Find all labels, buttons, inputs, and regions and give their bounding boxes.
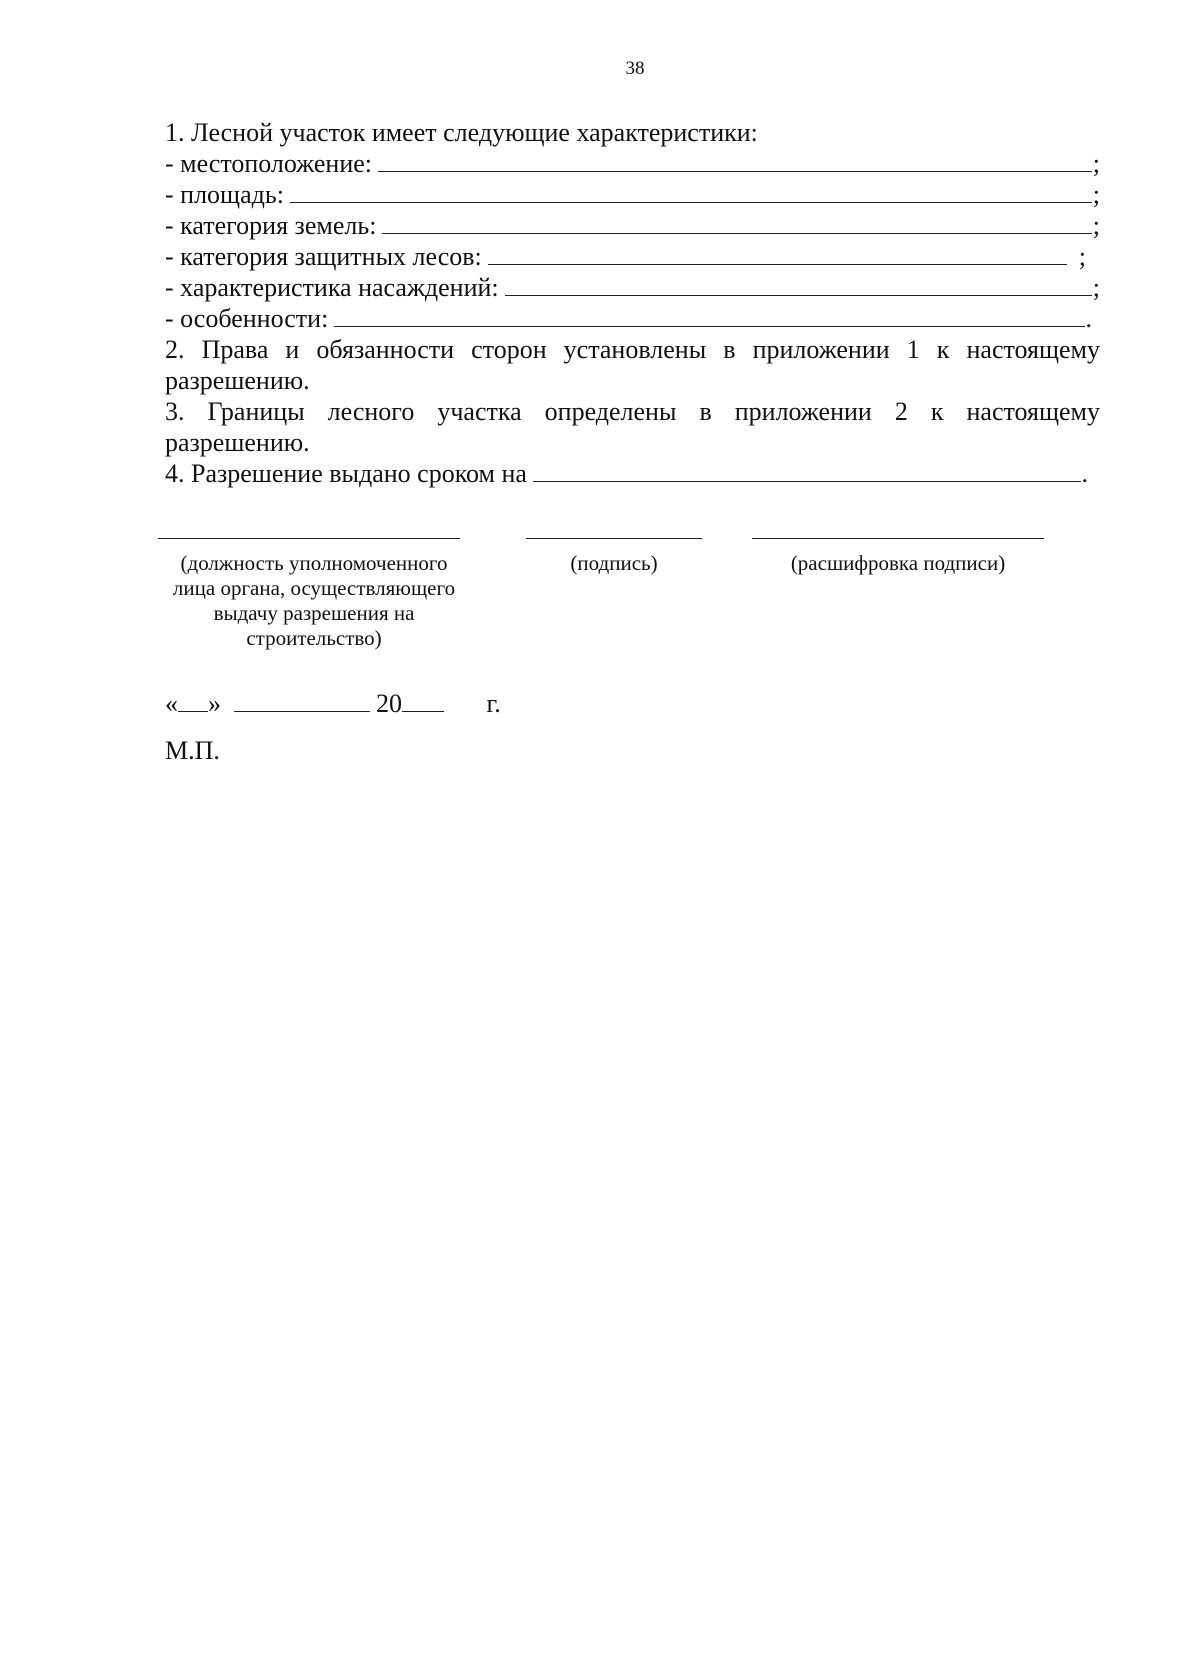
item-4-end: . <box>1081 459 1088 488</box>
field-protective-forest-category <box>165 241 1100 272</box>
field-land-category-label: - категория земель: <box>165 211 377 240</box>
field-features-blank[interactable] <box>334 304 1084 327</box>
field-protective-forest-category-label: - категория защитных лесов: <box>165 242 482 271</box>
section-1-heading: 1. Лесной участок имеет следующие характеристики: <box>165 118 758 147</box>
field-land-category-blank[interactable] <box>382 211 1091 234</box>
month-blank[interactable] <box>234 689 370 712</box>
field-stand-characteristics-blank[interactable] <box>505 273 1092 296</box>
field-protective-forest-category-end: ; <box>1078 242 1086 271</box>
seal-mark: М.П. <box>165 736 220 765</box>
signature-decoding-line[interactable] <box>752 537 1044 539</box>
field-stand-characteristics <box>165 272 1100 303</box>
field-features <box>165 303 1100 334</box>
field-land-category <box>165 210 1100 241</box>
item-4-blank[interactable] <box>533 459 1081 482</box>
signature-decoding-caption: (расшифровка подписи) <box>790 551 1006 575</box>
field-area <box>165 179 1100 210</box>
signature-caption: (подпись) <box>570 551 658 575</box>
position-caption: (должность уполномоченного лица органа, осуществляющего выдачу разрешения на строительство) <box>172 551 456 650</box>
field-features-end: . <box>1085 304 1092 333</box>
signature-line[interactable] <box>526 537 702 539</box>
field-location-label: - местоположение: <box>165 149 373 178</box>
day-blank[interactable] <box>178 689 208 712</box>
field-area-end: ; <box>1092 180 1100 209</box>
item-4-term <box>165 458 1100 489</box>
field-area-label: - площадь: <box>165 180 284 209</box>
item-4-label: 4. Разрешение выдано сроком на <box>165 459 527 488</box>
year-prefix: 20 <box>376 689 402 718</box>
field-protective-forest-category-blank[interactable] <box>488 242 1067 265</box>
field-stand-characteristics-end: ; <box>1092 273 1100 302</box>
year-suffix: г. <box>486 689 501 718</box>
date-open-quote: « <box>165 689 178 718</box>
date-line <box>165 688 501 719</box>
field-location <box>165 148 1100 179</box>
field-location-blank[interactable] <box>378 149 1092 172</box>
field-area-blank[interactable] <box>290 180 1092 203</box>
field-location-end: ; <box>1092 149 1100 178</box>
page-number: 38 <box>625 58 645 79</box>
field-features-label: - особенности: <box>165 304 329 333</box>
date-close-quote: » <box>208 689 221 718</box>
item-2-paragraph: 2. Права и обязанности сторон установлены в приложении 1 к настоящему разрешению. <box>165 335 1100 395</box>
position-line[interactable] <box>158 537 460 539</box>
year-blank[interactable] <box>402 689 444 712</box>
document-body <box>165 117 1100 489</box>
field-stand-characteristics-label: - характеристика насаждений: <box>165 273 499 302</box>
field-land-category-end: ; <box>1092 211 1100 240</box>
item-3-paragraph: 3. Границы лесного участка определены в приложении 2 к настоящему разрешению. <box>165 397 1100 457</box>
